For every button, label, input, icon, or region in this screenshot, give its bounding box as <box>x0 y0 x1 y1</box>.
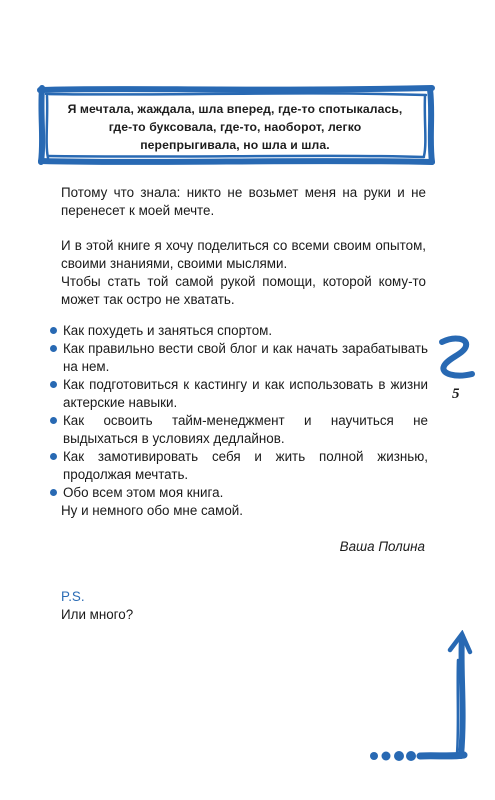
quote-line: Я мечтала, жаждала, шла вперед, где-то спотыкалась, <box>67 102 403 116</box>
paragraph-group <box>61 237 426 309</box>
quote-text <box>50 100 420 154</box>
list-item-text: Как освоить тайм-менеджмент и научиться не выдыхаться в условиях дедлайнов. <box>63 413 428 446</box>
list-item <box>50 340 428 376</box>
list-item <box>50 376 428 412</box>
list-item-text: Как правильно вести свой блог и как начать зарабатывать на нем. <box>63 341 428 374</box>
list-item <box>50 484 428 502</box>
bullet-icon <box>50 327 57 334</box>
list-item <box>50 322 428 340</box>
quote-line: перепрыгивала, но шла и шла. <box>140 138 330 152</box>
ps-text: Или много? <box>61 607 134 622</box>
page-mark-swirl-icon <box>436 334 476 384</box>
bullet-icon <box>50 345 57 352</box>
list-item-text: Как замотивировать себя и жить полной жизнью, продолжая мечтать. <box>63 449 428 482</box>
paragraph: И в этой книге я хочу поделиться со всеми своим опытом, своими знаниями, своими мыслями. <box>61 238 426 271</box>
bullet-list <box>50 322 428 502</box>
bullet-icon <box>50 453 57 460</box>
bullet-icon <box>50 417 57 424</box>
list-item <box>50 448 428 484</box>
list-item-text: Обо всем этом моя книга. <box>63 485 224 500</box>
signature: Ваша Полина <box>339 539 425 554</box>
ps-label: P.S. <box>61 589 85 604</box>
corner-arrow-icon <box>370 630 475 770</box>
page-number: 5 <box>452 386 460 402</box>
list-item-text: Как похудеть и заняться спортом. <box>63 323 273 338</box>
list-item-text: Как подготовиться к кастингу и как использовать в жизни актерские навыки. <box>63 377 428 410</box>
paragraph: Потому что знала: никто не возьмет меня на руки и не перенесет к моей мечте. <box>61 185 426 218</box>
list-item <box>50 412 428 448</box>
bullet-icon <box>50 381 57 388</box>
quote-line: где-то буксовала, где-то, наоборот, легко <box>108 120 362 134</box>
closing-line: Ну и немного обо мне самой. <box>61 503 243 518</box>
paragraph: Чтобы стать той самой рукой помощи, которой кому-то может так остро не хватать. <box>61 274 426 307</box>
bullet-icon <box>50 489 57 496</box>
